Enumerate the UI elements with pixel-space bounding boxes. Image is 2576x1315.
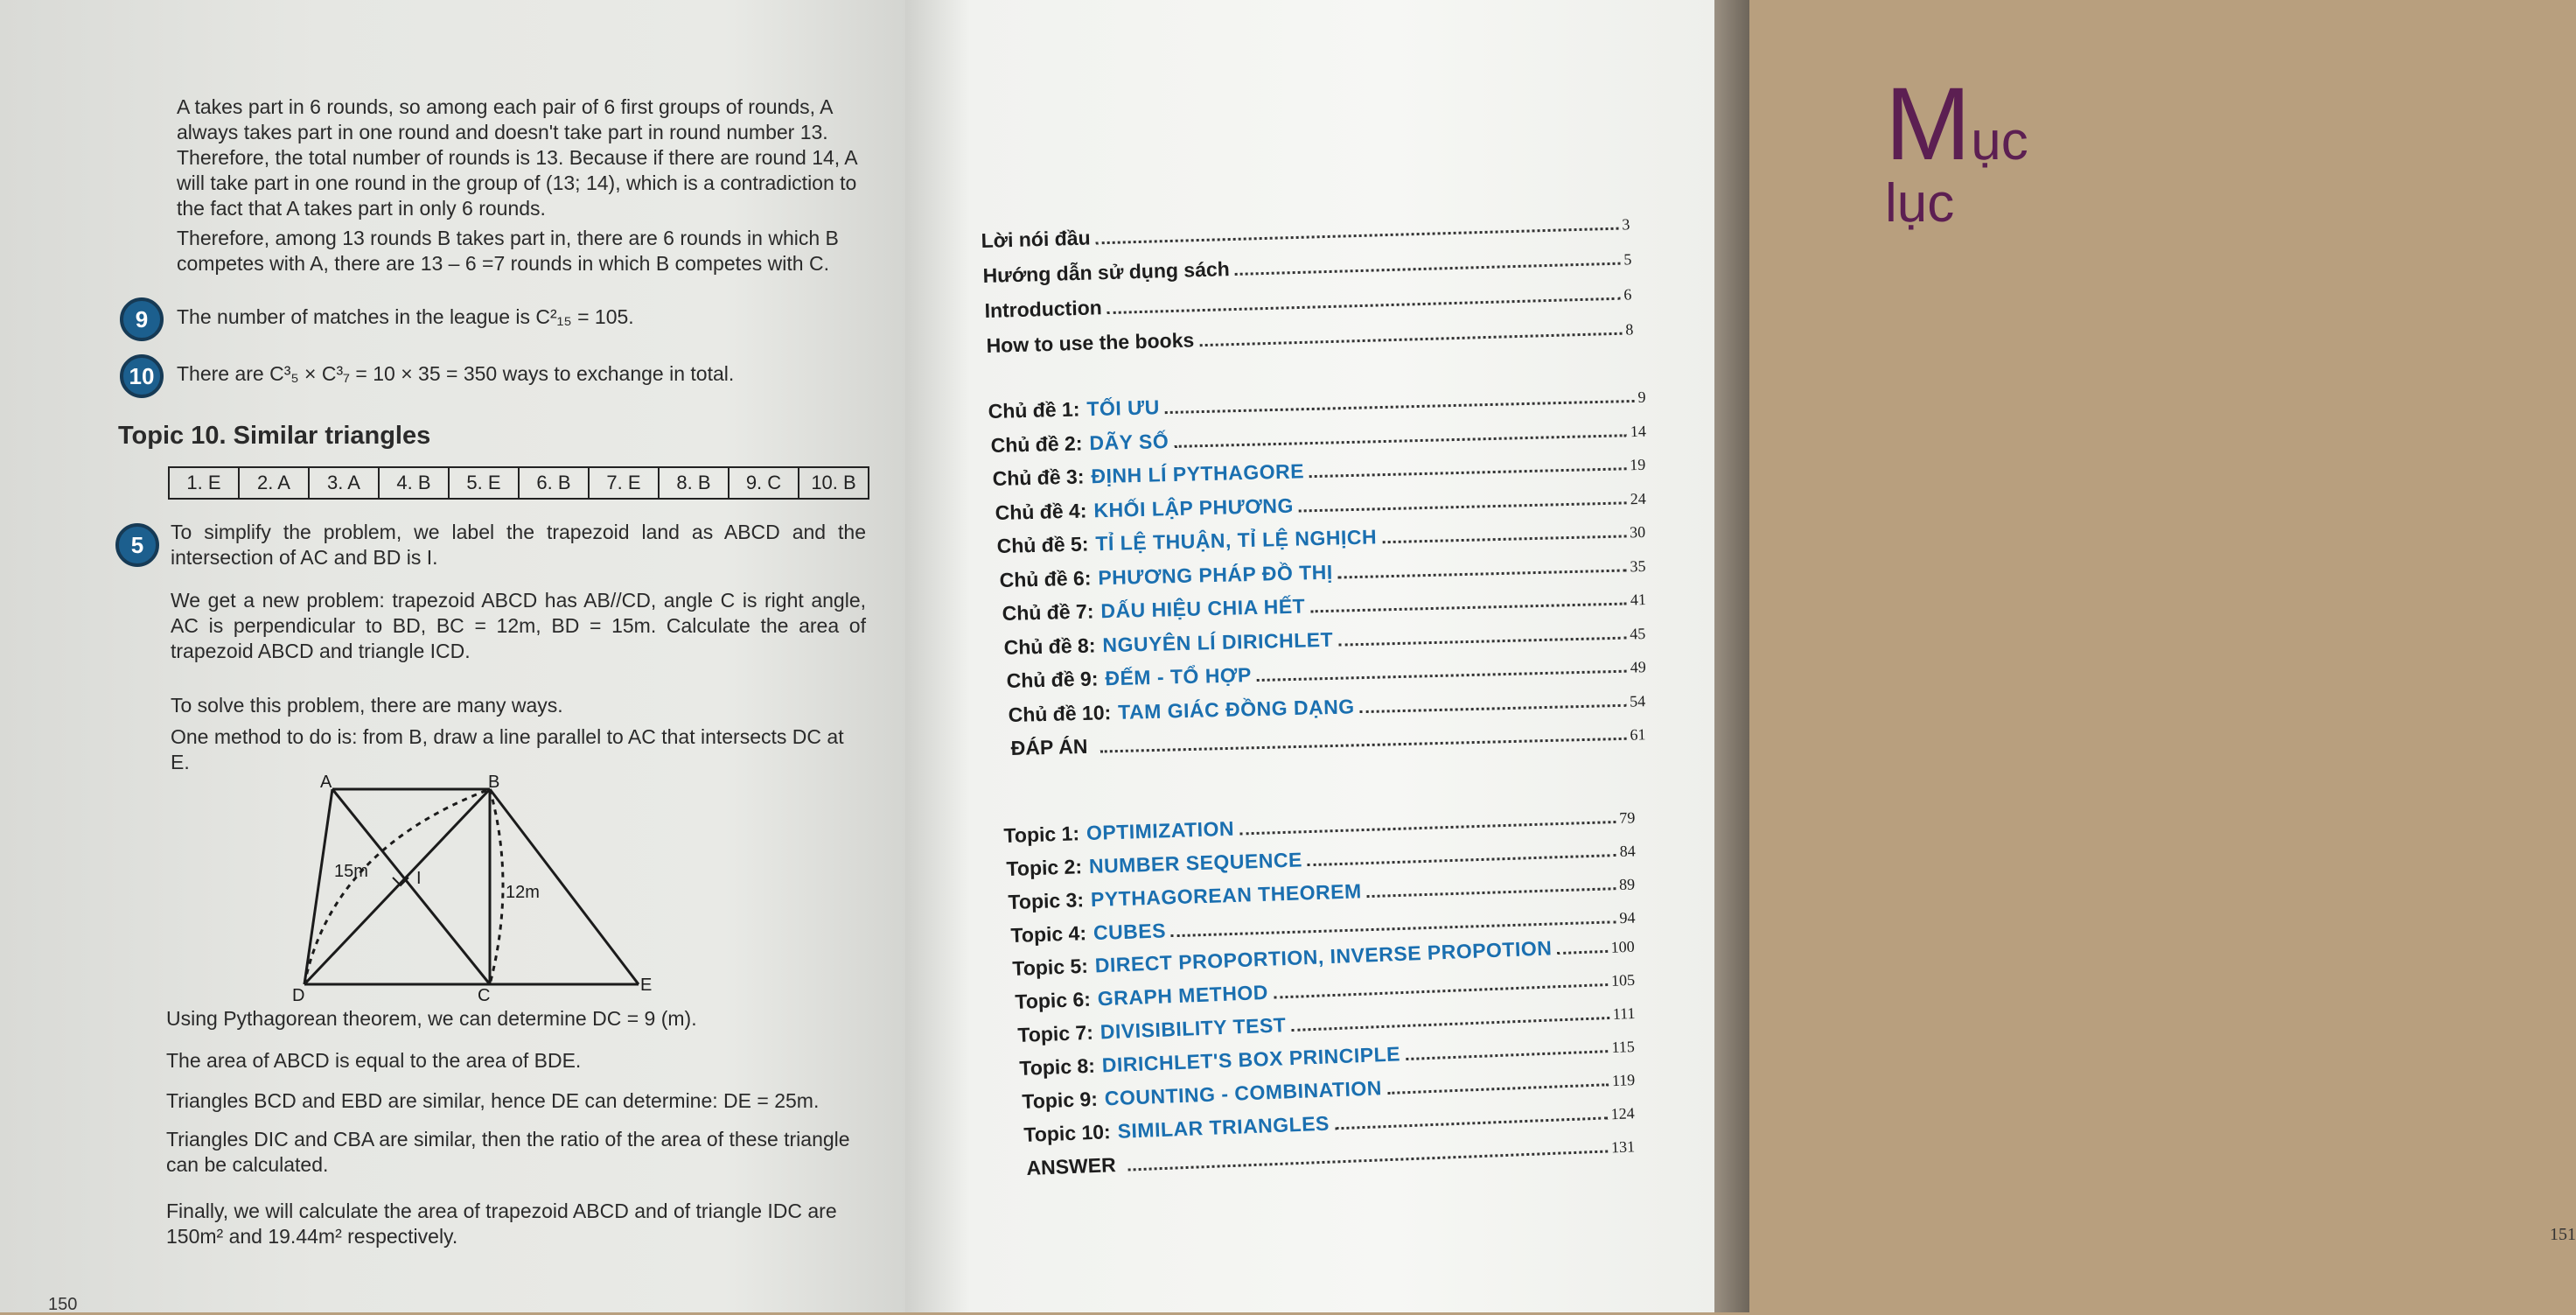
toc-entry-label: Topic 2: [1005,855,1082,881]
toc-entry-label: Chủ đề 8: [1003,633,1096,659]
toc-entry-topic: NGUYÊN LÍ DIRICHLET [1102,627,1334,656]
toc-entry-topic: NUMBER SEQUENCE [1088,848,1302,878]
solution-line: Using Pythagorean theorem, we can determine DC = 9 (m). [166,1007,697,1030]
toc-entry-label: Topic 8: [1019,1053,1096,1081]
toc-entry-label: Topic 5: [1012,954,1089,981]
toc-leader-dots [1338,636,1626,646]
point-label-d: D [292,986,305,1005]
toc-page-number: 105 [1610,970,1636,990]
toc-page-number: 41 [1630,591,1646,609]
toc-page-number: 54 [1630,691,1646,710]
toc-entry-label: Chủ đề 10: [1008,700,1112,726]
answer-cell: 1. E [169,467,239,499]
answer-cell: 8. B [659,467,729,499]
toc-page-number: 100 [1610,937,1636,956]
solution-line: Triangles DIC and CBA are similar, then the ratio of the area of these triangle can be calculated. [166,1128,850,1176]
trapezoid-figure [280,773,665,1006]
answer-cell: 4. B [379,467,449,499]
toc-entry-topic: DẤU HIỆU CHIA HẾT [1100,594,1306,623]
toc-entry-label: Chủ đề 4: [995,498,1087,524]
toc-entry-label: Topic 9: [1021,1087,1099,1114]
topic-heading: Topic 10. Similar triangles [118,422,431,450]
toc-leader-dots [1558,950,1608,955]
answer-cell: 2. A [239,467,309,499]
length-label-bc: 12m [506,883,540,902]
problem-5-text: One method to do is: from B, draw a line parallel to AC that intersects DC at E. [171,725,844,773]
toc-title-rest: ục lục [1885,111,2028,234]
problem-9-text: The number of matches in the league is C²₁₅ = 105. [177,305,634,328]
segment-bd [304,789,490,984]
toc-entry-label: Chủ đề 7: [1001,599,1094,626]
problem-5-text: We get a new problem: trapezoid ABCD has AB//CD, angle C is right angle, AC is perpendicular to BD, BC = 12m, BD = 15m. Calculate the area of trapezoid ABCD and triangle ICD. [171,589,866,662]
problem-number-badge: 9 [120,297,164,341]
segment-ad [304,789,332,984]
toc-entry-label: Chủ đề 3: [992,465,1085,491]
toc-page-number: 9 [1637,388,1646,406]
toc-page-number: 131 [1610,1137,1636,1157]
point-label-a: A [320,773,332,792]
toc-entry-label: Lời nói đầu [981,226,1091,253]
answer-key-table [168,466,869,500]
answer-cell: 6. B [519,467,589,499]
toc-page-number: 14 [1630,422,1646,440]
toc-page-number: 8 [1625,320,1634,339]
toc-page-number: 45 [1630,624,1646,643]
toc-leader-dots [1299,501,1627,512]
point-label-c: C [478,986,491,1005]
toc-entry-topic: KHỐI LẬP PHƯƠNG [1093,493,1294,521]
toc-page-number: 111 [1611,1004,1636,1023]
solution-paragraph: A takes part in 6 rounds, so among each pair of 6 first groups of rounds, A always takes part in one round and doesn't take part in round number 13. Therefore, the total number of rounds is 13. Because if there are round 14, A will take part in one round in the group of (13; 14), which is a contradiction to the fact that A takes part in only 6 rounds. [177,95,857,220]
toc-page-number: 89 [1618,875,1636,894]
toc-entry-topic: DIRICHLET'S BOX PRINCIPLE [1101,1042,1401,1077]
toc-entry-label: Introduction [984,296,1103,323]
toc-entry-label: Topic 3: [1008,888,1085,914]
answer-cell: 7. E [589,467,659,499]
toc-page-number: 30 [1630,522,1646,542]
toc-page-number: 79 [1618,808,1636,827]
problem-5-text: To simplify the problem, we label the trapezoid land as ABCD and the intersection of AC and BD is I. [171,521,866,569]
toc-page-number: 5 [1623,250,1632,269]
toc-entry-label: Chủ đề 1: [988,397,1080,423]
toc-page-number: 61 [1630,725,1646,744]
toc-leader-dots [1367,887,1616,898]
toc-entry-label: Chủ đề 2: [989,430,1083,457]
point-label-i: I [416,869,422,888]
toc-entry-topic: COUNTING - COMBINATION [1104,1076,1383,1110]
toc-leader-dots [1360,703,1626,712]
toc-entry-topic: DIVISIBILITY TEST [1099,1013,1287,1044]
toc-leader-dots [1309,467,1626,478]
toc-entry-label: Topic 6: [1014,987,1092,1014]
left-page [0,0,905,1312]
toc-entry-topic: OPTIMIZATION [1086,816,1235,845]
toc-entry-topic: CUBES [1093,919,1167,945]
toc-entry-topic: ĐỊNH LÍ PYTHAGORE [1091,459,1305,488]
solution-line: The area of ABCD is equal to the area of BDE. [166,1049,582,1072]
answer-cell: 3. A [309,467,379,499]
toc-page-number: 124 [1610,1104,1636,1123]
toc-entry-label: How to use the books [986,328,1195,358]
toc-page-number: 84 [1618,842,1636,860]
toc-entry-label: Topic 4: [1009,921,1087,948]
toc-entry-topic: TỈ LỆ THUẬN, TỈ LỆ NGHỊCH [1095,525,1378,556]
toc-page-number: 94 [1618,908,1636,927]
arc-bc [490,789,503,984]
toc-entry-label: Hướng dẫn sử dụng sách [982,257,1231,288]
toc-page-number: 49 [1630,658,1646,676]
toc-page-number: 35 [1630,556,1646,575]
toc-entry-topic: PYTHAGOREAN THEOREM [1090,879,1363,912]
toc-page-number: 6 [1623,285,1632,304]
toc-entry-label: Chủ đề 5: [996,532,1090,558]
problem-number-badge: 5 [115,523,159,567]
answer-cell: 5. E [449,467,519,499]
answer-cell: 9. C [729,467,799,499]
toc-title-initial: M [1885,66,1972,182]
point-label-e: E [640,976,653,995]
toc-entry-topic: TAM GIÁC ĐỒNG DẠNG [1118,694,1356,724]
toc-leader-dots [1310,603,1627,613]
toc-page-number: 24 [1630,489,1646,507]
toc-leader-dots [1406,1050,1609,1060]
point-label-b: B [488,773,500,792]
toc-entry-topic: DÃY SỐ [1088,429,1169,454]
toc-entry-label: Chủ đề 6: [999,565,1092,591]
toc-entry-topic: GRAPH METHOD [1097,980,1269,1011]
toc-entry-label: Topic 7: [1016,1020,1093,1047]
toc-page-number: 119 [1611,1071,1636,1090]
toc-leader-dots [1383,535,1627,543]
solution-line: Triangles BCD and EBD are similar, hence DE can determine: DE = 25m. [166,1089,820,1112]
toc-page-number: 115 [1611,1037,1636,1056]
toc-page-number: 3 [1622,215,1630,234]
toc-entry-topic: PHƯƠNG PHÁP ĐỒ THỊ [1098,560,1334,589]
toc-entry-label: ANSWER [1025,1153,1117,1180]
toc-entry-label: Topic 10: [1023,1120,1112,1147]
problem-5-text: To solve this problem, there are many ways. [171,694,563,717]
answer-cell: 10. B [799,467,869,499]
problem-number-badge: 10 [120,354,164,398]
toc-entry-topic: SIMILAR TRIANGLES [1117,1111,1330,1143]
solution-line: Finally, we will calculate the area of trapezoid ABCD and of triangle IDC are 150m² and 19.44m² respectively. [166,1200,837,1248]
toc-entry-label: Chủ đề 9: [1006,667,1099,693]
toc-entry-topic: DIRECT PROPORTION, INVERSE PROPOTION [1094,936,1553,977]
toc-page-number: 19 [1630,455,1646,474]
problem-10-text: There are C³₅ × C³₇ = 10 × 35 = 350 ways to exchange in total. [177,362,735,385]
toc-entry-label: Topic 1: [1003,822,1080,848]
segment-ac [332,789,490,984]
book-edge [1714,0,1749,1312]
toc-entry-topic: TỐI ƯU [1086,395,1161,421]
toc-entry-topic: ĐẾM - TỔ HỢP [1104,663,1252,690]
toc-entry-label: ĐÁP ÁN [1010,734,1088,760]
toc-leader-dots [1338,569,1627,578]
toc-title [1885,66,2028,234]
page-number: 150 [48,1295,78,1314]
solution-paragraph: Therefore, among 13 rounds B takes part in, there are 6 rounds in which B competes with A, there are 13 – 6 =7 rounds in which B competes with C. [177,227,839,275]
page-number: 151 [2550,1225,2576,1244]
length-label-bd: 15m [334,862,368,881]
